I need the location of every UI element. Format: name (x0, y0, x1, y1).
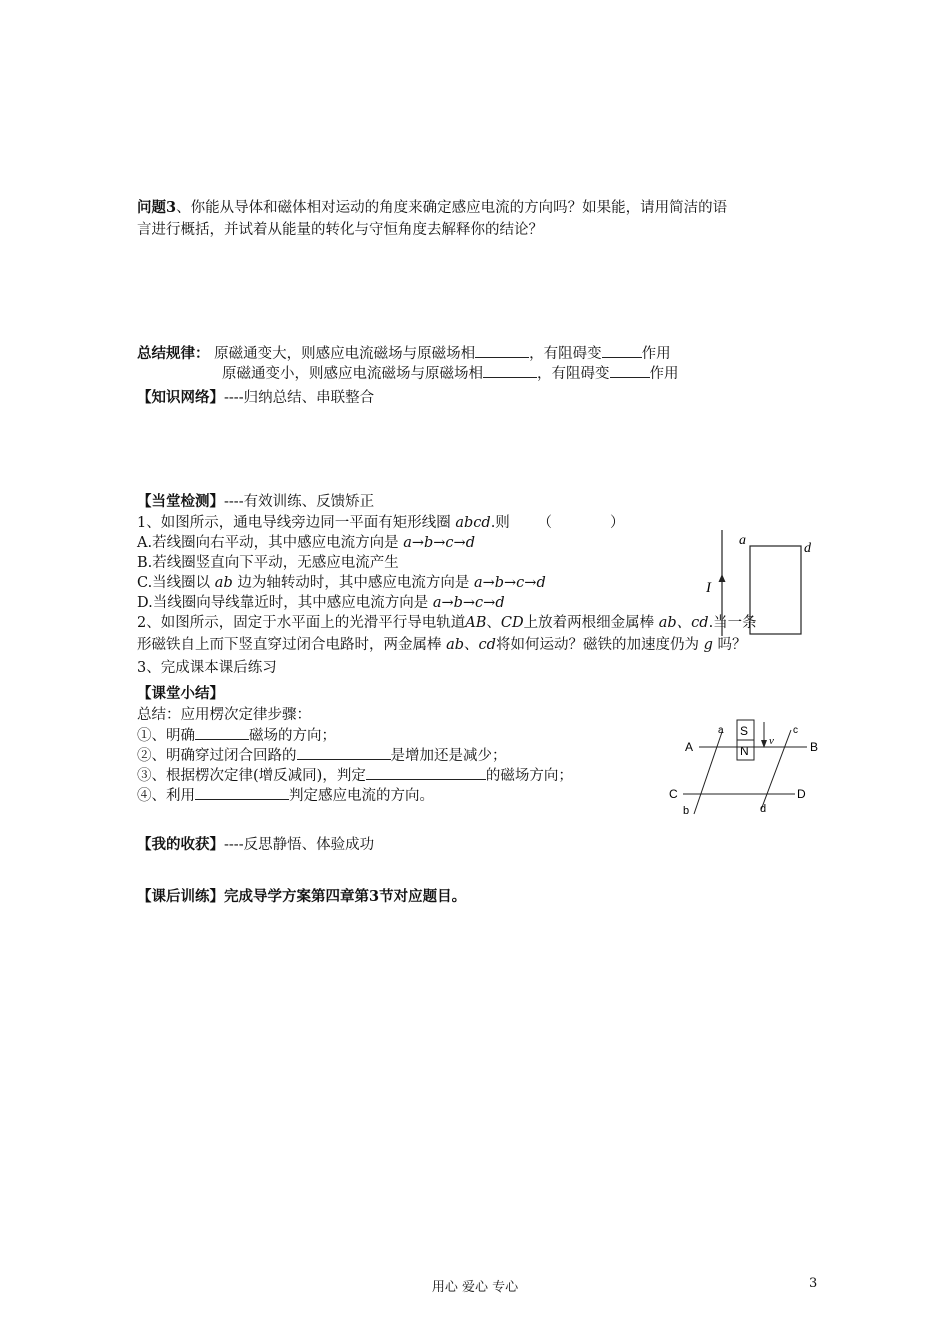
check-q1-option-b: B.若线圈竖直向下平动，无感应电流产生 (137, 555, 399, 571)
check-q1: 1、如图所示，通电导线旁边同一平面有矩形线圈 abcd.则 （ ） (137, 515, 625, 531)
check-q2-line1: 2、如图所示，固定于水平面上的光滑平行导电轨道AB、CD上放着两根细金属棒 ab、cd.当一条 (137, 615, 757, 631)
blank (610, 363, 650, 378)
check-q2-line2: 形磁铁自上而下竖直穿过闭合电路时，两金属棒 ab、cd将如何运动？磁铁的加速度仍为 g 吗？ (137, 637, 747, 653)
my-harvest-heading: 【我的收获】----反思静悟、体验成功 (137, 836, 375, 853)
blank (195, 725, 249, 740)
blank (483, 363, 537, 378)
rod-ab (694, 732, 722, 814)
label-d: d (804, 541, 811, 556)
class-summary-heading: 【课堂小结】 (137, 685, 224, 702)
label-a: a (739, 533, 746, 548)
rule-line2: 原磁通变小，则感应电流磁场与原磁场相 ，有阻碍变 作用 (222, 363, 679, 384)
page-number: 3 (809, 1276, 818, 1291)
blank (475, 343, 529, 358)
page-footer: 用心 爱心 专心 (431, 1280, 519, 1295)
label-rod-d: d (760, 803, 767, 815)
question-3-line2: 言进行概括，并试着从能量的转化与守恒角度去解释你的结论？ (137, 222, 543, 238)
check-q1-option-d: D.当线圈向导线靠近时，其中感应电流方向是 a→b→c→d (137, 595, 505, 611)
summary-step-4: ④、利用 判定感应电流的方向。 (137, 785, 434, 806)
question-3-line1: 问题3、你能从导体和磁体相对运动的角度来确定感应电流的方向吗？如果能，请用简洁的语 (137, 199, 728, 216)
rect-loop (750, 546, 801, 634)
summary-step-2: ②、明确穿过闭合回路的 是增加还是减少； (137, 745, 507, 766)
summary-intro: 总结：应用楞次定律步骤： (137, 707, 311, 723)
blank (602, 343, 642, 358)
label-C: C (669, 787, 678, 801)
figure-rails-magnet (665, 718, 825, 822)
summary-step-3: ③、根据楞次定律(增反减同)，判定 的磁场方向； (137, 765, 573, 786)
figure-wire-loop (700, 528, 810, 638)
label-A: A (685, 740, 694, 754)
blank (195, 785, 289, 800)
in-class-check-heading: 【当堂检测】----有效训练、反馈矫正 (137, 493, 375, 510)
rule-line1: 总结规律： 原磁通变大，则感应电流磁场与原磁场相 ，有阻碍变 作用 (137, 345, 671, 362)
label-B: B (810, 740, 819, 754)
current-arrow-icon (719, 574, 726, 582)
summary-step-1: ①、明确 磁场的方向； (137, 725, 336, 746)
blank (366, 765, 486, 780)
label-rod-c: c (793, 725, 798, 736)
label-rod-b: b (683, 805, 690, 817)
label-rod-a: a (718, 725, 724, 736)
magnet-n: N (740, 744, 749, 758)
question-3-label: 问题3 (137, 199, 177, 216)
after-class-training: 【课后训练】完成导学方案第四章第3节对应题目。 (137, 888, 467, 905)
velocity-label: v (769, 735, 774, 747)
blank (297, 745, 391, 760)
magnet-s: S (740, 724, 749, 738)
label-D: D (797, 787, 806, 801)
check-q1-option-c: C.当线圈以 ab 边为轴转动时，其中感应电流方向是 a→b→c→d (137, 575, 546, 591)
check-q3: 3、完成课本课后练习 (137, 660, 277, 676)
label-current-I: I (706, 580, 711, 596)
knowledge-network-heading: 【知识网络】----归纳总结、串联整合 (137, 389, 375, 406)
check-q1-option-a: A.若线圈向右平动，其中感应电流方向是 a→b→c→d (137, 535, 475, 551)
